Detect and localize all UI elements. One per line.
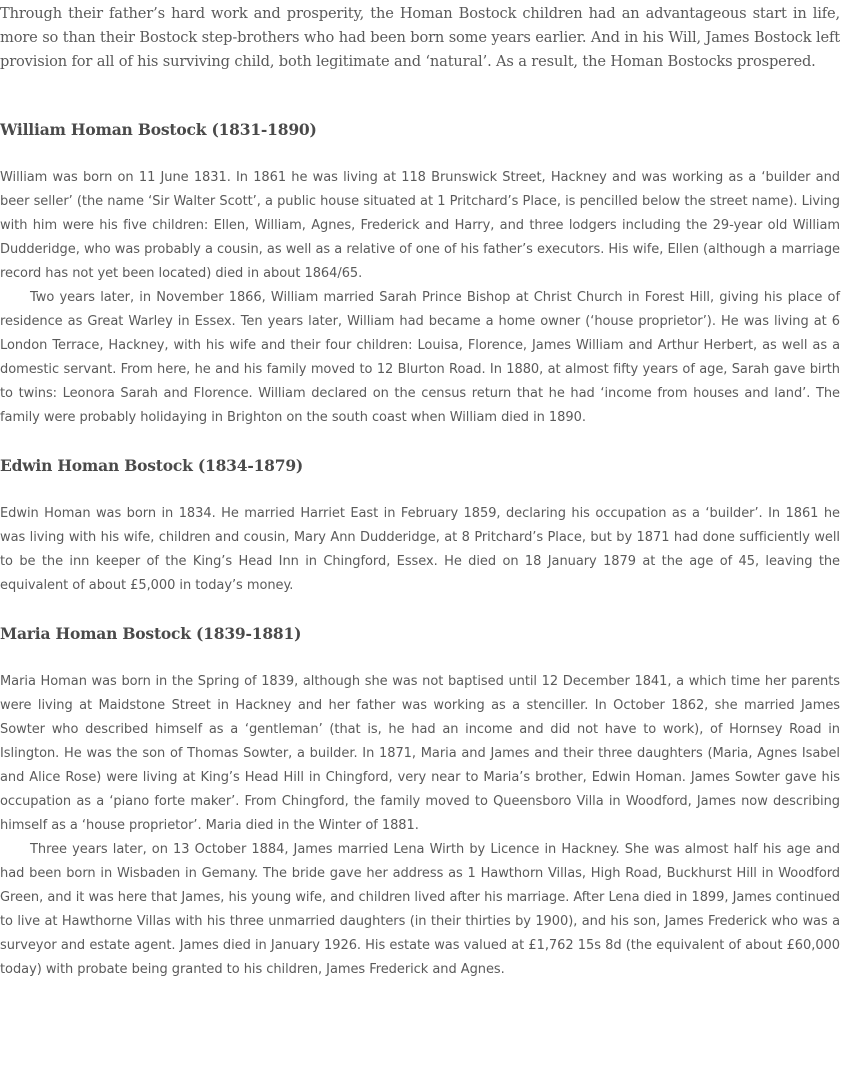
section-edwin-homan-bostock <box>0 454 840 598</box>
section-william-homan-bostock <box>0 118 840 430</box>
body-paragraph: Edwin Homan was born in 1834. He married Harriet East in February 1859, declaring his occupation as a ‘builder’. In 1861 he was living with his wife, children and cousin, Mary Ann Dudderidge, at 8 Pritchard’s Place, but by 1871 had done sufficiently well to be the inn keeper of the King’s Head Inn in Chingford, Essex. He died on 18 January 1879 at the age of 45, leaving the equivalent of about £5,000 in today’s money. <box>0 506 840 593</box>
section-maria-homan-bostock <box>0 622 840 982</box>
intro-paragraph: Through their father’s hard work and prosperity, the Homan Bostock children had an advantageous start in life, more so than their Bostock step-brothers who had been born some years earlier. And in his Will, James Bostock left provision for all of his surviving child, both legitimate and ‘natural’. As a result, the Homan Bostocks prospered. <box>0 5 840 70</box>
body-paragraph: Two years later, in November 1866, William married Sarah Prince Bishop at Christ Church in Forest Hill, giving his place of residence as Great Warley in Essex. Ten years later, William had became a home owner (‘house proprietor’). He was living at 6 London Terrace, Hackney, with his wife and their four children: Louisa, Florence, James William and Arthur Herbert, as well as a domestic servant. From here, he and his family moved to 12 Blurton Road. In 1880, at almost fifty years of age, Sarah gave birth to twins: Leonora Sarah and Florence. William declared on the census return that he had ‘income from houses and land’. The family were probably holidaying in Brighton on the south coast when William died in 1890. <box>0 290 840 425</box>
section-heading: Edwin Homan Bostock (1834-1879) <box>0 456 304 475</box>
body-paragraph: William was born on 11 June 1831. In 1861 he was living at 118 Brunswick Street, Hackney and was working as a ‘builder and beer seller’ (the name ‘Sir Walter Scott’, a public house situated at 1 Pritchard’s Place, is pencilled below the street name). Living with him were his five children: Ellen, William, Agnes, Frederick and Harry, and three lodgers including the 29-year old William Dudderidge, who was probably a cousin, as well as a relative of one of his father’s executors. His wife, Ellen (although a marriage record has not yet been located) died in about 1864/65. <box>0 170 840 281</box>
section-heading: Maria Homan Bostock (1839-1881) <box>0 624 302 643</box>
section-heading: William Homan Bostock (1831-1890) <box>0 120 317 139</box>
body-paragraph: Maria Homan was born in the Spring of 1839, although she was not baptised until 12 December 1841, a which time her parents were living at Maidstone Street in Hackney and her father was working as a stenciller. In October 1862, she married James Sowter who described himself as a ‘gentleman’ (that is, he had an income and did not have to work), of Hornsey Road in Islington. He was the son of Thomas Sowter, a builder. In 1871, Maria and James and their three daughters (Maria, Agnes Isabel and Alice Rose) were living at King’s Head Hill in Chingford, very near to Maria’s brother, Edwin Homan. James Sowter gave his occupation as a ‘piano forte maker’. From Chingford, the family moved to Queensboro Villa in Woodford, James now describing himself as a ‘house proprietor’. Maria died in the Winter of 1881. <box>0 674 840 833</box>
body-paragraph: Three years later, on 13 October 1884, James married Lena Wirth by Licence in Hackney. She was almost half his age and had been born in Wisbaden in Gemany. The bride gave her address as 1 Hawthorn Villas, High Road, Buckhurst Hill in Woodford Green, and it was here that James, his young wife, and children lived after his marriage. After Lena died in 1899, James continued to live at Hawthorne Villas with his three unmarried daughters (in their thirties by 1900), and his son, James Frederick who was a surveyor and estate agent. James died in January 1926. His estate was valued at £1,762 15s 8d (the equivalent of about £60,000 today) with probate being granted to his children, James Frederick and Agnes. <box>0 842 840 977</box>
